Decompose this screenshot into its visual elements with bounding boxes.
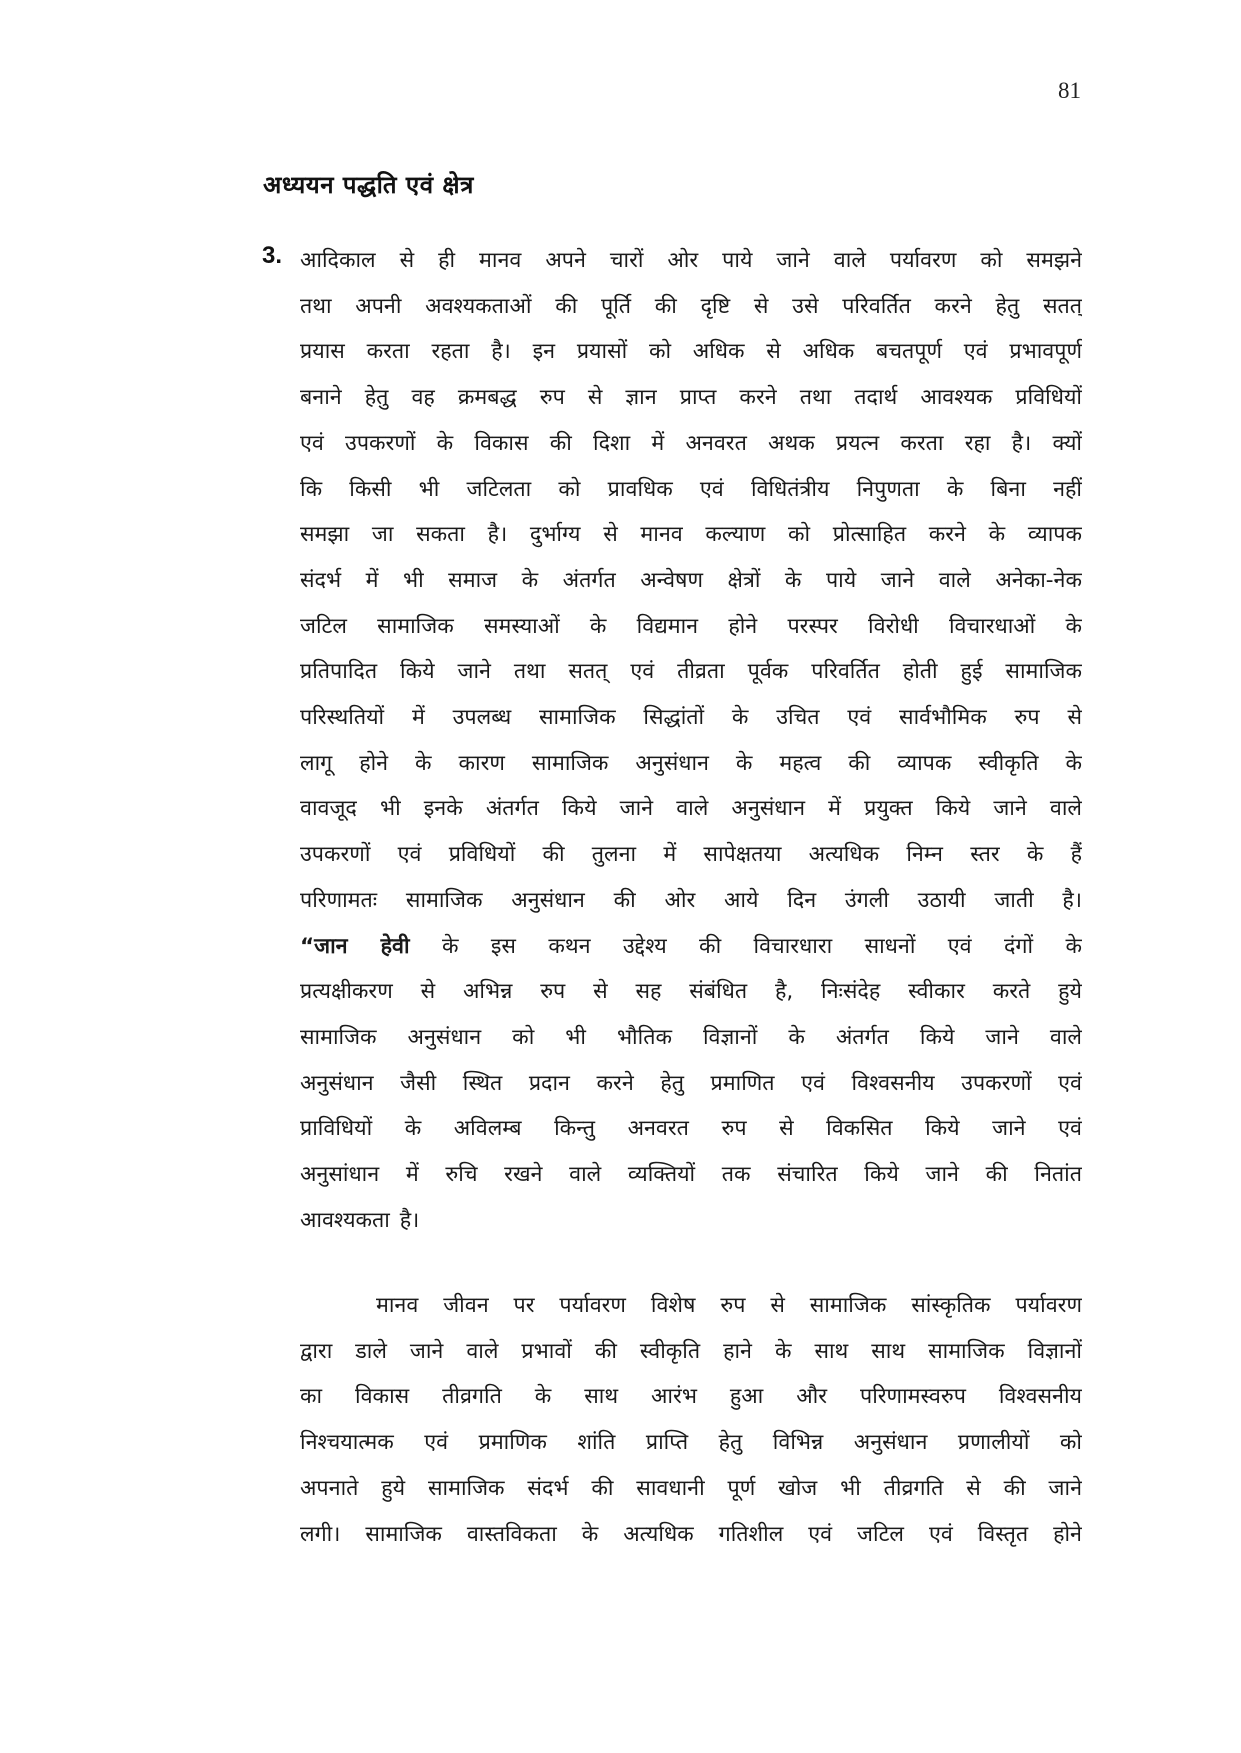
- page-number: 81: [1058, 78, 1081, 103]
- paragraph-line: अपनाते हुये सामाजिक संदर्भ की सावधानी पूर्ण खोज भी तीव्रगति से की जाने: [300, 1475, 1082, 1501]
- paragraph-line: आदिकाल से ही मानव अपने चारों ओर पाये जाने वाले पर्यावरण को समझने: [300, 248, 1082, 273]
- paragraph-line-quote: [300, 924, 1082, 970]
- paragraph-line: प्रत्यक्षीकरण से अभिन्न रुप से सह संबंधित है, निःसंदेह स्वीकार करते हुये: [300, 979, 1082, 1005]
- paragraph-line: उपकरणों एवं प्रविधियों की तुलना में सापेक्षतया अत्यधिक निम्न स्तर के हैं: [300, 842, 1082, 868]
- paragraph-number: 3.: [262, 242, 283, 269]
- paragraph-line: प्रयास करता रहता है। इन प्रयासों को अधिक से अधिक बचतपूर्ण एवं प्रभावपूर्ण: [300, 339, 1082, 365]
- paragraph-line: प्राविधियों के अविलम्ब किन्तु अनवरत रुप से विकसित किये जाने एवं: [300, 1116, 1082, 1142]
- paragraph-line: निश्चयात्मक एवं प्रमाणिक शांति प्राप्ति हेतु विभिन्न अनुसंधान प्रणालीयों को: [300, 1430, 1082, 1456]
- paragraph-line: परिणामतः सामाजिक अनुसंधान की ओर आये दिन उंगली उठायी जाती है।: [300, 887, 1082, 913]
- paragraph-line: अनुसंधान जैसी स्थित प्रदान करने हेतु प्रमाणित एवं विश्वसनीय उपकरणों एवं: [300, 1070, 1082, 1096]
- paragraph-line: वावजूद भी इनके अंतर्गत किये जाने वाले अनुसंधान में प्रयुक्त किये जाने वाले: [300, 796, 1082, 822]
- paragraph-line: जटिल सामाजिक समस्याओं के विद्यमान होने परस्पर विरोधी विचारधाओं के: [300, 613, 1082, 639]
- paragraph-line: अनुसांधान में रुचि रखने वाले व्यक्तियों तक संचारित किये जाने की नितांत: [300, 1162, 1082, 1188]
- paragraph-line: कि किसी भी जटिलता को प्रावधिक एवं विधितंत्रीय निपुणता के बिना नहीं: [300, 476, 1082, 502]
- paragraph-line: बनाने हेतु वह क्रमबद्ध रुप से ज्ञान प्राप्त करने तथा तदार्थ आवश्यक प्रविधियों: [300, 385, 1082, 411]
- paragraph-2: [300, 1283, 1082, 1557]
- paragraph-line: द्वारा डाले जाने वाले प्रभावों की स्वीकृति हाने के साथ साथ सामाजिक विज्ञानों: [300, 1338, 1082, 1364]
- paragraph-line: लगी। सामाजिक वास्तविकता के अत्यधिक गतिशील एवं जटिल एवं विस्तृत होने: [300, 1521, 1082, 1547]
- quoted-name: “जान हेवी: [300, 933, 410, 959]
- paragraph-line: प्रतिपादित किये जाने तथा सतत् एवं तीव्रता पूर्वक परिवर्तित होती हुई सामाजिक: [300, 659, 1082, 685]
- paragraph-line: मानव जीवन पर पर्यावरण विशेष रुप से सामाजिक सांस्कृतिक पर्यावरण: [376, 1293, 1082, 1318]
- paragraph-line: तथा अपनी अवश्यकताओं की पूर्ति की दृष्टि से उसे परिवर्तित करने हेतु सतत्: [300, 293, 1082, 319]
- paragraph-line: लागू होने के कारण सामाजिक अनुसंधान के महत्व की व्यापक स्वीकृति के: [300, 750, 1082, 776]
- quote-line-text: के इस कथन उद्देश्य की विचारधारा साधनों एवं दंगों के: [441, 933, 1082, 959]
- paragraph-line: आवश्यकता है।: [300, 1207, 420, 1233]
- paragraph-line: सामाजिक अनुसंधान को भी भौतिक विज्ञानों के अंतर्गत किये जाने वाले: [300, 1024, 1082, 1050]
- paragraph-line: परिस्थतियों में उपलब्ध सामाजिक सिद्धांतों के उचित एवं सार्वभौमिक रुप से: [300, 705, 1082, 731]
- paragraph-1: [300, 238, 1082, 1243]
- paragraph-line: संदर्भ में भी समाज के अंतर्गत अन्वेषण क्षेत्रों के पाये जाने वाले अनेका-नेक: [300, 567, 1082, 593]
- section-heading: अध्ययन पद्धति एवं क्षेत्र: [263, 171, 474, 199]
- paragraph-line: का विकास तीव्रगति के साथ आरंभ हुआ और परिणामस्वरुप विश्वसनीय: [300, 1384, 1082, 1410]
- paragraph-line: समझा जा सकता है। दुर्भाग्य से मानव कल्याण को प्रोत्साहित करने के व्यापक: [300, 522, 1082, 548]
- paragraph-line: एवं उपकरणों के विकास की दिशा में अनवरत अथक प्रयत्न करता रहा है। क्यों: [300, 430, 1082, 456]
